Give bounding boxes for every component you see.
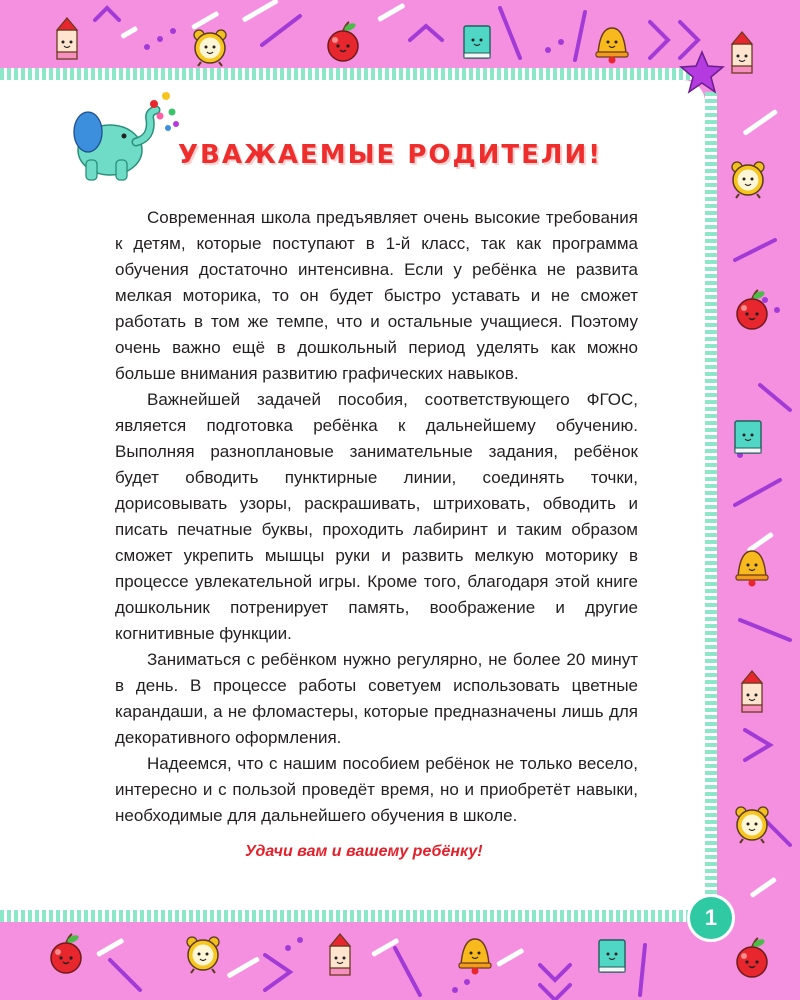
alarm-clock-icon xyxy=(736,807,768,843)
bell-icon xyxy=(596,28,628,64)
apple-icon xyxy=(51,934,81,973)
star-icon xyxy=(681,52,723,92)
alarm-clock-icon xyxy=(187,937,219,973)
apple-icon xyxy=(737,938,767,977)
elephant-icon xyxy=(74,92,179,180)
alarm-clock-icon xyxy=(194,30,226,66)
paragraph: Современная школа предъявляет очень высокие требования к детям, которые поступают в 1-й класс, так как программа обучения достаточно интенсивна. Если у ребёнка не развита мелкая моторика, то он будет быстро уставать и не сможет работать в том же темпе, что и остальные учащиеся. Поэтому очень важно ещё в дошкольный период уделять как можно больше внимания развитию графических навыков. xyxy=(115,208,638,383)
pencil-icon xyxy=(330,934,350,975)
body-text xyxy=(115,205,638,829)
apple-icon xyxy=(737,290,767,329)
pencil-icon xyxy=(742,671,762,712)
paragraph: Важнейшей задачей пособия, соответствующего ФГОС, является подготовка ребёнка к дальнейшему обучению. Выполняя разноплановые занимательные задания, ребёнок будет обводить пунктирные линии, соединять точки, дорисовывать узоры, раскрашивать, штриховать, обводить и писать печатные буквы, проходить лабиринт и таким образом сможет укрепить мышцы руки и развить мелкую моторику в процессе увлекательной игры. Кроме того, благодаря этой книге дошкольник потренирует память, воображение и другие когнитивные функции. xyxy=(115,390,638,643)
page-number: 1 xyxy=(704,905,718,930)
alarm-clock-icon xyxy=(732,162,764,198)
signoff-text: Удачи вам и вашему ребёнку! xyxy=(245,843,483,860)
paragraph: Надеемся, что с нашим пособием ребёнок не только весело, интересно и с пользой проведёт время, но и приобретёт навыки, необходимые для дальнейшего обучения в школе. xyxy=(115,754,638,825)
pencil-icon xyxy=(57,18,77,59)
paragraph: Заниматься с ребёнком нужно регулярно, не более 20 минут в день. В процессе работы советуем использовать цветные карандаши, а не фломастеры, которые предназначены лишь для декоративного оформления. xyxy=(115,650,638,747)
page-title: УВАЖАЕМЫЕ РОДИТЕЛИ! xyxy=(178,140,603,170)
notebook-icon xyxy=(464,26,490,58)
bell-icon xyxy=(736,551,768,587)
pencil-icon xyxy=(732,32,752,73)
notebook-icon xyxy=(599,940,625,972)
bell-icon xyxy=(459,939,491,975)
apple-icon xyxy=(328,22,358,61)
notebook-icon xyxy=(735,421,761,453)
page-number-badge xyxy=(687,894,735,942)
